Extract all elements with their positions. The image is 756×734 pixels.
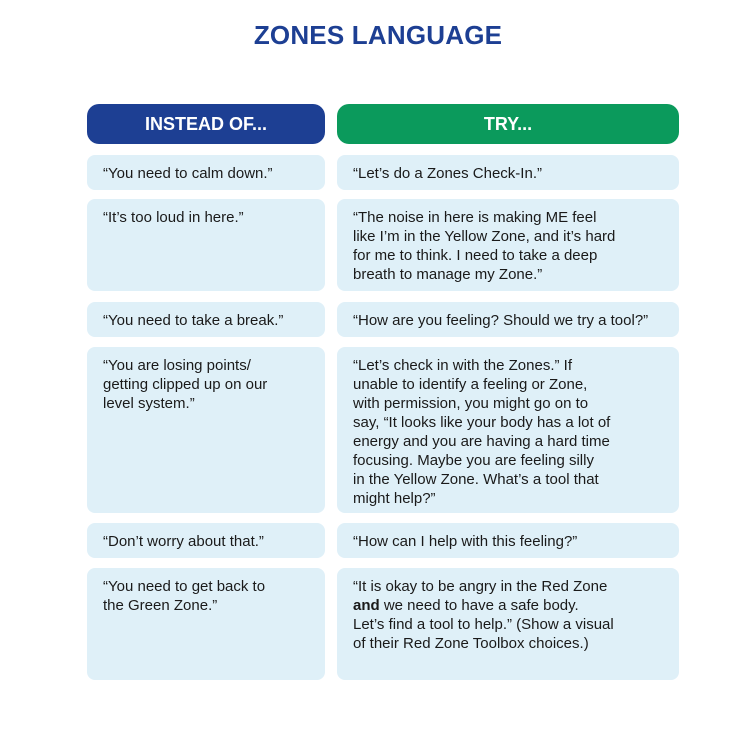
try-cell-6 [337, 568, 679, 680]
try-cell-6-bold: and [353, 597, 380, 614]
try-cell-3: “How are you feeling? Should we try a tool?” [337, 302, 679, 337]
try-cell-5: “How can I help with this feeling?” [337, 523, 679, 558]
page-title: ZONES LANGUAGE [253, 20, 503, 50]
try-header: TRY... [337, 104, 679, 144]
instead-cell-2: “It’s too loud in here.” [87, 199, 325, 291]
instead-of-header: INSTEAD OF... [87, 104, 325, 144]
instead-cell-1: “You need to calm down.” [87, 155, 325, 190]
instead-cell-5: “Don’t worry about that.” [87, 523, 325, 558]
instead-cell-6: “You need to get back to the Green Zone.” [87, 568, 325, 680]
instead-cell-3: “You need to take a break.” [87, 302, 325, 337]
try-cell-6-text-a: “It is okay to be angry in the Red Zone [353, 578, 608, 595]
instead-cell-4: “You are losing points/ getting clipped up on our level system.” [87, 347, 325, 513]
try-cell-2: “The noise in here is making ME feel like I’m in the Yellow Zone, and it’s hard for me to think. I need to take a deep breath to manage my Zone.” [337, 199, 679, 291]
try-cell-1: “Let’s do a Zones Check-In.” [337, 155, 679, 190]
try-cell-4: “Let’s check in with the Zones.” If unable to identify a feeling or Zone, with permission, you might go on to say, “It looks like your body has a lot of energy and you are having a hard time focusing. Maybe you are feeling silly in the Yellow Zone. What’s a tool that might help?” [337, 347, 679, 513]
try-cell-6-text-b: we need to have a safe body. Let’s find a tool to help.” (Show a visual of their Red Zone Toolbox choices.) [353, 597, 614, 652]
